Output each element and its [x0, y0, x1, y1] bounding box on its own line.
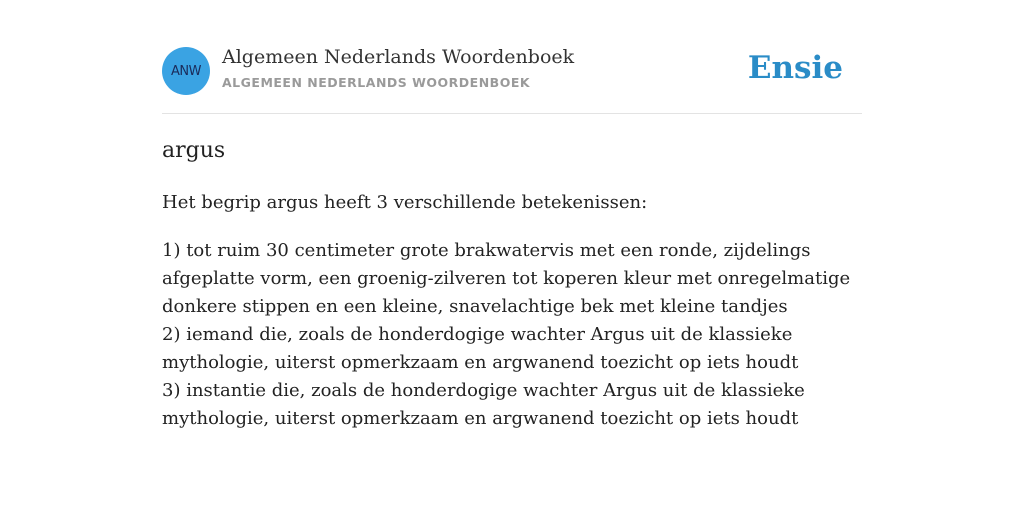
- brand-logo[interactable]: Ensie: [747, 50, 843, 86]
- source-subtitle: ALGEMEEN NEDERLANDS WOORDENBOEK: [222, 75, 531, 90]
- entry-card: [162, 0, 862, 512]
- source-header: [162, 46, 862, 96]
- meanings-list: [162, 237, 862, 433]
- source-title[interactable]: Algemeen Nederlands Woordenboek: [222, 46, 575, 68]
- meaning-item: 1) tot ruim 30 centimeter grote brakwatervis met een ronde, zijdelings afgeplatte vorm, een groenig-zilveren tot koperen kleur met onregelmatige donkere stippen en een kleine, snavelachtige bek met kleine tandjes: [162, 240, 851, 317]
- meaning-item: 2) iemand die, zoals de honderdogige wachter Argus uit de klassieke mythologie, uiterst opmerkzaam en argwanend toezicht op iets houdt: [162, 324, 799, 373]
- header-divider: [162, 113, 862, 114]
- source-logo[interactable]: ANW: [162, 47, 210, 95]
- entry-intro: Het begrip argus heeft 3 verschillende betekenissen:: [162, 192, 648, 213]
- meaning-item: 3) instantie die, zoals de honderdogige wachter Argus uit de klassieke mythologie, uiterst opmerkzaam en argwanend toezicht op iets houdt: [162, 380, 805, 429]
- entry-term: argus: [162, 138, 226, 163]
